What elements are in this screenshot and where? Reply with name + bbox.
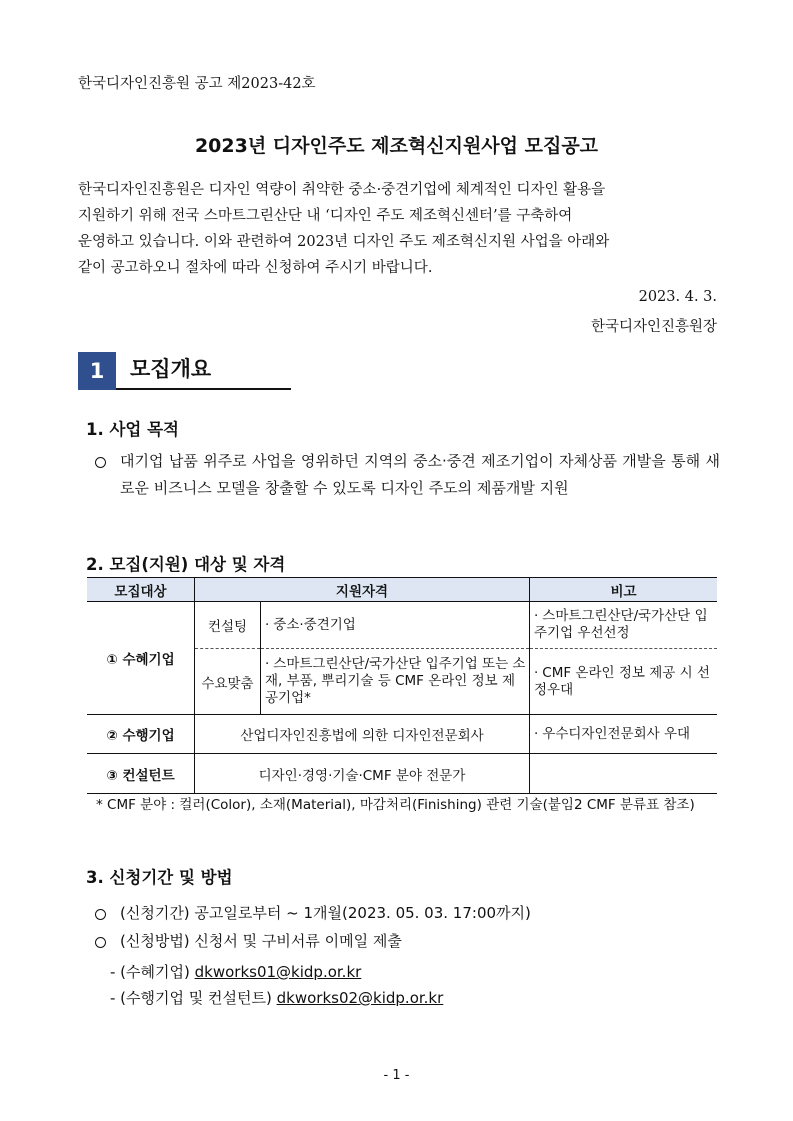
purpose-heading: 1. 사업 목적 <box>86 420 179 439</box>
section-number-badge: 1 <box>78 352 116 390</box>
type-cell: 컨설팅 <box>195 602 261 649</box>
qualification-cell: 디자인·경영·기술·CMF 분야 전문가 <box>195 754 530 794</box>
table-row <box>87 602 717 649</box>
note-cell <box>530 649 718 715</box>
cmf-footnote: * CMF 분야 : 컬러(Color), 소재(Material), 마감처리(Finishing) 관련 기술(붙임2 CMF 분류표 참조) <box>96 797 695 813</box>
qualification-text: 스마트그린산단/국가산단 입주기업 또는 소재, 부품, 뿌리기술 등 CMF 온라인 정보 제공기업* <box>265 656 526 706</box>
column-header: 비고 <box>530 578 718 602</box>
table-row <box>87 715 717 754</box>
column-header: 지원자격 <box>195 578 530 602</box>
hollow-bullet-icon <box>95 909 106 920</box>
page-number: - 1 - <box>383 1068 410 1083</box>
middle-dot: · <box>534 608 539 624</box>
performer-email-line <box>110 987 443 1008</box>
qualification-text: 중소·중견기업 <box>273 616 356 633</box>
middle-dot: · <box>534 725 539 742</box>
intro-paragraph <box>78 177 718 281</box>
middle-dot: · <box>265 616 270 633</box>
qualification-cell <box>261 649 530 715</box>
table-row <box>87 754 717 794</box>
type-cell: 수요맞춤 <box>195 649 261 715</box>
notice-number: 한국디자인진흥원 공고 제2023-42호 <box>78 76 316 92</box>
method-text: (신청방법) 신청서 및 구비서류 이메일 제출 <box>120 932 402 950</box>
purpose-bullet <box>95 448 720 502</box>
application-heading: 3. 신청기간 및 방법 <box>86 868 233 887</box>
note-text: 스마트그린산단/국가산단 입주기업 우선선정 <box>534 608 708 641</box>
column-header: 모집대상 <box>87 578 195 602</box>
performer-label: - (수행기업 및 컨설턴트) <box>110 989 272 1007</box>
period-bullet <box>95 900 720 927</box>
document-title: 2023년 디자인주도 제조혁신지원사업 모집공고 <box>194 135 599 157</box>
notice-date: 2023. 4. 3. <box>638 289 717 305</box>
intro-line: 운영하고 있습니다. 이와 관련하여 2023년 디자인 주도 제조혁신지원 사업을 아래와 <box>78 234 610 250</box>
eligibility-table <box>87 577 717 794</box>
section-underline <box>116 388 291 390</box>
note-cell <box>530 602 718 649</box>
section-title: 모집개요 <box>130 357 212 381</box>
performer-email-link[interactable]: dkworks02@kidp.or.kr <box>276 989 444 1007</box>
intro-line: 지원하기 위해 전국 스마트그린산단 내 ‘디자인 주도 제조혁신센터’를 구축하여 <box>78 208 573 224</box>
target-cell: ① 수혜기업 <box>87 602 195 715</box>
hollow-bullet-icon <box>95 457 106 468</box>
intro-line: 같이 공고하오니 절차에 따라 신청하여 주시기 바랍니다. <box>78 260 433 276</box>
table-header-row <box>87 578 717 602</box>
middle-dot: · <box>534 664 539 681</box>
qualification-cell <box>261 602 530 649</box>
qualification-cell: 산업디자인진흥법에 의한 디자인전문회사 <box>195 715 530 754</box>
middle-dot: · <box>265 656 270 672</box>
purpose-text: 대기업 납품 위주로 사업을 영위하던 지역의 중소·중견 제조기업이 자체상품 개발을 통해 새로운 비즈니스 모델을 창출할 수 있도록 디자인 주도의 제품개발 지원 <box>120 452 720 497</box>
method-bullet <box>95 928 720 955</box>
target-cell: ② 수행기업 <box>87 715 195 754</box>
issuer: 한국디자인진흥원장 <box>590 319 717 335</box>
note-cell <box>530 754 718 794</box>
beneficiary-email-link[interactable]: dkworks01@kidp.or.kr <box>194 963 362 981</box>
note-text: CMF 온라인 정보 제공 시 선정우대 <box>534 664 710 698</box>
beneficiary-label: - (수혜기업) <box>110 963 190 981</box>
intro-line: 한국디자인진흥원은 디자인 역량이 취약한 중소·중견기업에 체계적인 디자인 활용을 <box>78 182 606 198</box>
note-cell <box>530 715 718 754</box>
note-text: 우수디자인전문회사 우대 <box>542 725 691 742</box>
period-text: (신청기간) 공고일로부터 ~ 1개월(2023. 05. 03. 17:00까지) <box>120 904 531 922</box>
eligibility-heading: 2. 모집(지원) 대상 및 자격 <box>86 555 286 574</box>
beneficiary-email-line <box>110 961 361 982</box>
target-cell: ③ 컨설턴트 <box>87 754 195 794</box>
hollow-bullet-icon <box>95 937 106 948</box>
